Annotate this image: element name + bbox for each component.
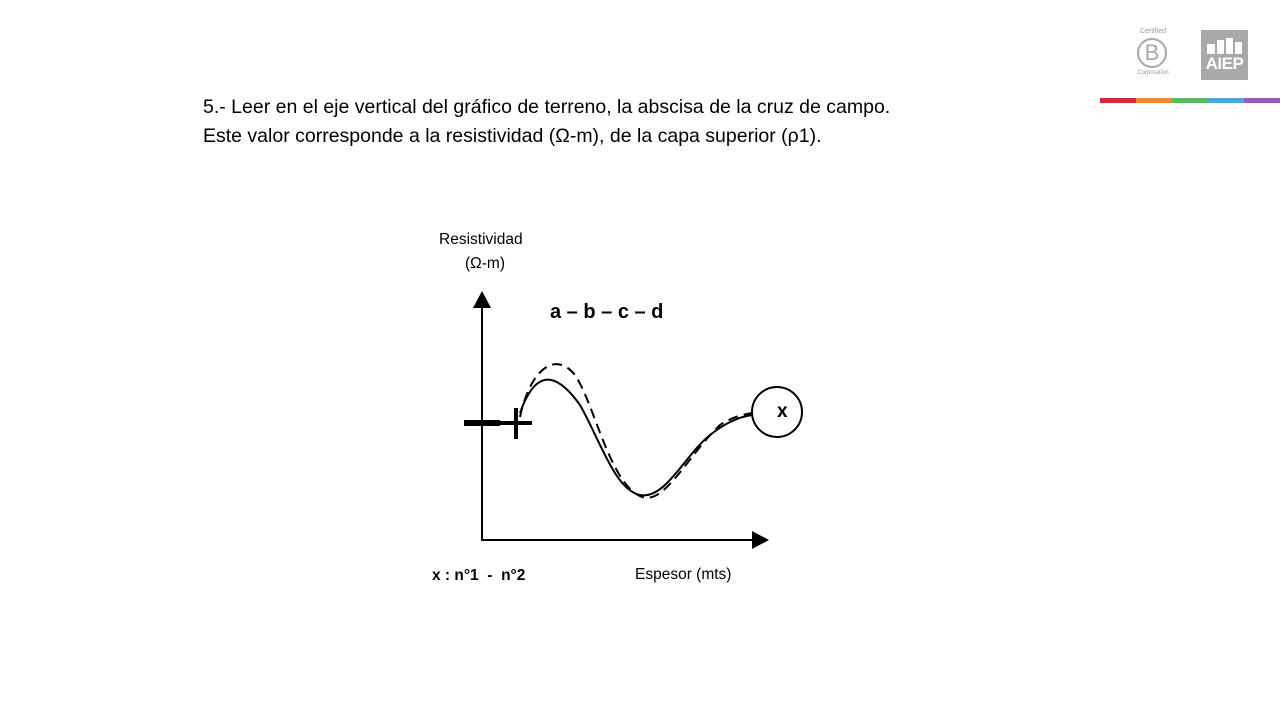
stripe-segment (1208, 98, 1244, 103)
instruction-line-1: 5.- Leer en el eje vertical del gráfico de terreno, la abscisa de la cruz de campo. (203, 96, 891, 118)
stripe-segment (1100, 98, 1136, 103)
dashed-standard-curve (520, 364, 752, 498)
stripe-segment (1172, 98, 1208, 103)
y-axis-label-line-2: (Ω-m) (465, 255, 505, 272)
bcorp-corporation-text: Corporation (1137, 70, 1169, 76)
curve-label: a – b – c – d (550, 301, 664, 323)
x-axis-label: Espesor (mts) (635, 566, 732, 583)
x-axis-arrow (752, 531, 769, 549)
footer-note: x : n°1 - n°2 (432, 567, 526, 584)
aiep-logo (1201, 30, 1248, 80)
diagram-graphics (420, 225, 820, 595)
stripe-segment (1244, 98, 1280, 103)
instruction-text (203, 93, 1103, 151)
instruction-line-2: Este valor corresponde a la resistividad (Ω-m), de la capa superior (ρ1). (203, 125, 822, 147)
solid-field-curve (520, 380, 752, 496)
bcorp-logo (1131, 28, 1175, 82)
resistivity-diagram (420, 225, 820, 595)
y-axis-arrow (473, 291, 491, 308)
aiep-building-icon (1207, 38, 1242, 54)
aiep-logo-text: AIEP (1205, 54, 1244, 73)
end-marker-label: x (777, 401, 788, 422)
bcorp-certified-text: Certified (1139, 28, 1167, 35)
y-axis-label-line-1: Resistividad (439, 231, 523, 248)
stripe-segment (1136, 98, 1172, 103)
bcorp-letter: B (1137, 38, 1167, 68)
